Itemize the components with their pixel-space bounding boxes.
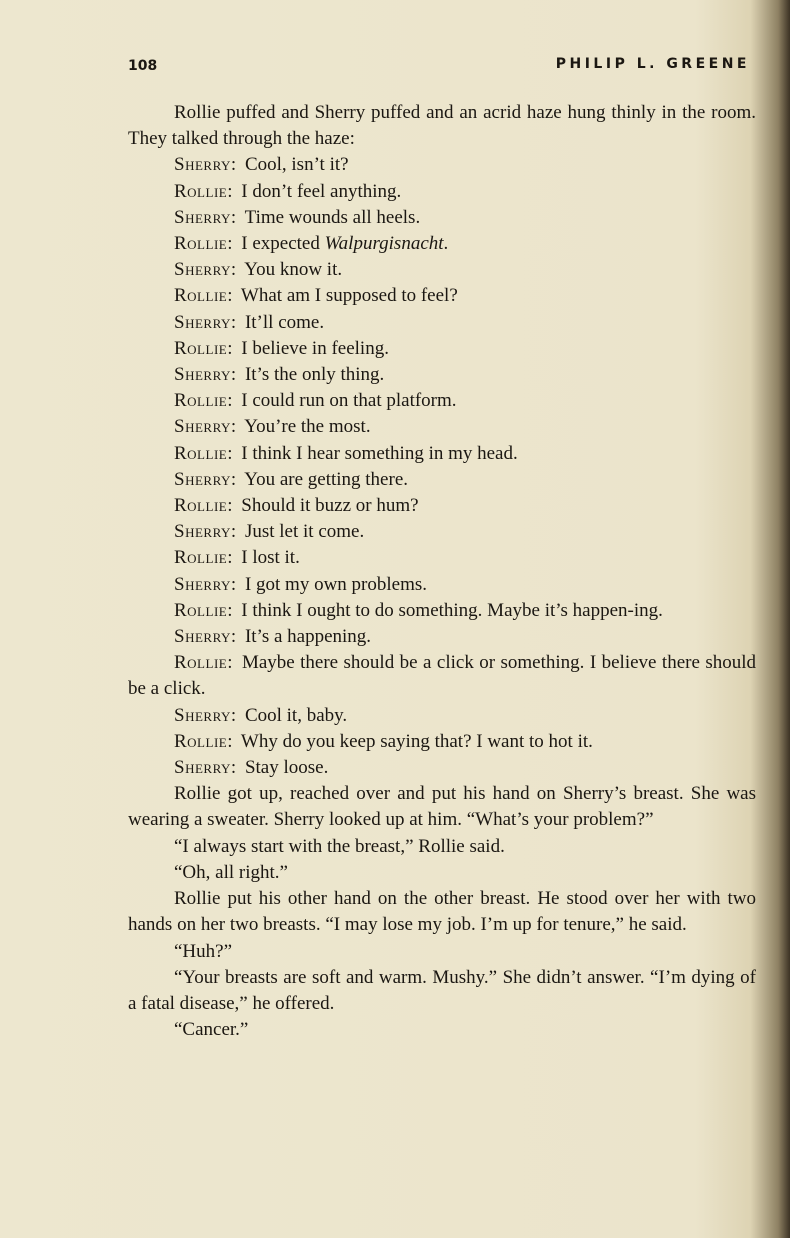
line-text: I think I hear something in my head. bbox=[241, 442, 518, 464]
line-text: Should it buzz or hum? bbox=[241, 495, 419, 517]
line-text: Time wounds all heels. bbox=[244, 206, 421, 228]
speaker: Rollie bbox=[174, 652, 228, 674]
speaker: Sherry bbox=[174, 757, 231, 779]
running-head-author: PHILIP L. GREENE bbox=[555, 56, 750, 72]
speaker: Rollie bbox=[174, 285, 228, 307]
narrative-paragraph: “Oh, all right.” bbox=[174, 861, 288, 883]
line-text: You’re the most. bbox=[244, 416, 371, 438]
line-text: You know it. bbox=[244, 259, 343, 281]
narrative-paragraph: “Your breasts are soft and warm. Mushy.” She didn’t answer. “I’m dying of a fatal disease,” he offered. bbox=[128, 966, 756, 1014]
dialogue-line: Sherry: You know it. bbox=[174, 259, 343, 281]
line-text: I lost it. bbox=[241, 547, 300, 569]
line-text: Just let it come. bbox=[244, 521, 365, 543]
line-text: Maybe there should be a click or something. I believe there should be a click. bbox=[128, 652, 757, 700]
line-text: I don’t feel anything. bbox=[241, 180, 402, 202]
speaker: Sherry bbox=[174, 468, 231, 490]
speaker: Rollie bbox=[174, 495, 228, 517]
narrative-paragraph: “Huh?” bbox=[174, 940, 233, 962]
speaker: Sherry bbox=[174, 311, 231, 333]
line-text: Cool it, baby. bbox=[244, 704, 348, 726]
narrative-paragraph: “I always start with the breast,” Rollie said. bbox=[174, 835, 505, 857]
speaker: Rollie bbox=[174, 337, 228, 359]
speaker: Sherry bbox=[174, 704, 231, 726]
dialogue-line: Rollie: I don’t feel anything. bbox=[174, 180, 402, 202]
speaker: Rollie bbox=[174, 180, 228, 202]
intro-paragraph: Rollie puffed and Sherry puffed and an acrid haze hung thinly in the room. They talked through the haze: bbox=[128, 102, 756, 150]
narrative-paragraph: Rollie put his other hand on the other breast. He stood over her with two hands on her two breasts. “I may lose my job. I’m up for tenure,” he said. bbox=[128, 888, 756, 936]
dialogue-line: Rollie: I believe in feeling. bbox=[174, 337, 389, 359]
dialogue-line: Rollie: What am I supposed to feel? bbox=[174, 285, 458, 307]
speaker: Sherry bbox=[174, 521, 231, 543]
dialogue-line: Sherry: Time wounds all heels. bbox=[174, 206, 421, 228]
line-text: I believe in feeling. bbox=[241, 337, 389, 359]
speaker: Sherry bbox=[174, 154, 231, 176]
italic-term: Walpurgisnacht bbox=[324, 233, 444, 255]
line-text: I expected bbox=[241, 233, 325, 255]
dialogue-line: Rollie: I think I ought to do something. Maybe it’s happen-ing. bbox=[174, 599, 663, 621]
line-text: You are getting there. bbox=[244, 468, 409, 490]
dialogue-line: Rollie: Should it buzz or hum? bbox=[174, 495, 419, 517]
dialogue-line: Sherry: It’s a happening. bbox=[174, 626, 372, 648]
line-text: It’s a happening. bbox=[244, 626, 372, 648]
dialogue-line: Rollie: I think I hear something in my head. bbox=[174, 442, 518, 464]
line-text: What am I supposed to feel? bbox=[240, 285, 458, 307]
dialogue-line: Sherry: Cool it, baby. bbox=[174, 704, 348, 726]
speaker: Rollie bbox=[174, 599, 228, 621]
dialogue-line: Rollie: I could run on that platform. bbox=[174, 390, 457, 412]
dialogue-line: Rollie: Maybe there should be a click or something. I believe there should be a click. bbox=[128, 652, 757, 700]
speaker: Rollie bbox=[174, 547, 228, 569]
line-text: I got my own problems. bbox=[244, 573, 428, 595]
speaker: Rollie bbox=[174, 730, 228, 752]
line-text: Cool, isn’t it? bbox=[244, 154, 349, 176]
page-number: 108 bbox=[128, 58, 158, 74]
line-text: It’s the only thing. bbox=[244, 364, 385, 386]
page-header bbox=[128, 54, 750, 80]
line-text: Why do you keep saying that? I want to hot it. bbox=[240, 730, 593, 752]
dialogue-line: Rollie: Why do you keep saying that? I want to hot it. bbox=[174, 730, 593, 752]
speaker: Sherry bbox=[174, 416, 231, 438]
dialogue-line: Sherry: You’re the most. bbox=[174, 416, 371, 438]
speaker: Rollie bbox=[174, 233, 228, 255]
speaker: Sherry bbox=[174, 206, 231, 228]
dialogue-line: Sherry: It’ll come. bbox=[174, 311, 325, 333]
speaker: Sherry bbox=[174, 573, 231, 595]
speaker: Sherry bbox=[174, 364, 231, 386]
dialogue-line: Sherry: It’s the only thing. bbox=[174, 364, 385, 386]
narrative-paragraph: Rollie got up, reached over and put his hand on Sherry’s breast. She was wearing a sweater. Sherry looked up at him. “What’s your problem?” bbox=[128, 783, 756, 831]
dialogue-line: Sherry: Just let it come. bbox=[174, 521, 365, 543]
dialogue-line: Sherry: Cool, isn’t it? bbox=[174, 154, 349, 176]
speaker: Sherry bbox=[174, 626, 231, 648]
dialogue-line: Rollie: I lost it. bbox=[174, 547, 300, 569]
dialogue-line: Sherry: Stay loose. bbox=[174, 757, 329, 779]
line-text: I think I ought to do something. Maybe it’s happen-ing. bbox=[241, 599, 663, 621]
dialogue-line: Sherry: You are getting there. bbox=[174, 468, 409, 490]
dialogue-line: Sherry: I got my own problems. bbox=[174, 573, 428, 595]
line-text: I could run on that platform. bbox=[241, 390, 457, 412]
line-text: It’ll come. bbox=[244, 311, 325, 333]
page-body bbox=[128, 100, 756, 1043]
narrative-paragraph: “Cancer.” bbox=[174, 1019, 249, 1041]
speaker: Rollie bbox=[174, 442, 228, 464]
speaker: Sherry bbox=[174, 259, 231, 281]
dialogue-line: Rollie: I expected Walpurgisnacht. bbox=[174, 233, 449, 255]
speaker: Rollie bbox=[174, 390, 228, 412]
line-text: Stay loose. bbox=[244, 757, 329, 779]
